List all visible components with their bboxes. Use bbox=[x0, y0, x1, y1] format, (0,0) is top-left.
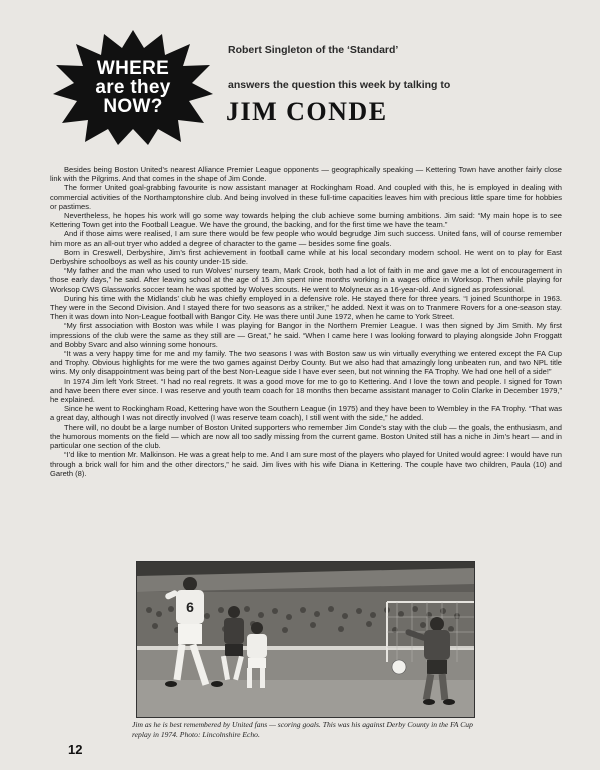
article-paragraph: “It was a very happy time for me and my family. The two seasons I was with Boston saw us win virtually everything we entered except the FA Cup and Trophy. Obvious highlights for me were the two games against Derby County. But we also had that amazingly long unbeaten run, and two NPL title wins. My only disappointment was being part of the best Non-League side I have ever seen, but not winning the FA Trophy. We had one hell of a side!” bbox=[50, 349, 562, 377]
article-title: JIM CONDE bbox=[226, 97, 388, 126]
article-paragraph: Besides being Boston United’s nearest Alliance Premier League opponents — geographically speaking — Kettering Town have another fairly close link with the Pilgrims. And that comes in the shape of Jim Conde. bbox=[50, 165, 562, 184]
badge-line-1: WHERE bbox=[96, 57, 170, 79]
badge-line-2: are they bbox=[95, 76, 171, 98]
badge-text bbox=[52, 28, 214, 146]
article-paragraph: The former United goal-grabbing favourite is now assistant manager at Rockingham Road. And coupled with this, he is employed in dealing with commercial activities of the Northamptonshire club. And being involved in these full-time capacities leaves him with precious little spare time for hobbies or pastimes. bbox=[50, 183, 562, 211]
article-paragraph: “I’d like to mention Mr. Malkinson. He was a great help to me. And I am sure most of the players who played for United would agree: I would have run through a brick wall for him and the other directors,” he said. Jim lives with his wife Diana in Kettering. The couple have two children, Paula (10) and Gareth (8). bbox=[50, 450, 562, 478]
football-scene-illustration bbox=[137, 562, 474, 717]
match-photo bbox=[136, 561, 475, 718]
page-number: 12 bbox=[68, 742, 83, 757]
byline-author: Robert Singleton of the ‘Standard’ bbox=[228, 44, 399, 56]
article-paragraph: Born in Creswell, Derbyshire, Jim’s first achievement in football came while at his local secondary modern school. He went on to play for East Derbyshire schoolboys as well as his county under-15 side. bbox=[50, 247, 562, 267]
article-paragraph: “My first association with Boston was while I was playing for Bangor in the Northern Premier League. I was then signed by Jim Smith. My first impressions of the club were the same as they still are — Great,” he said. “When I came here I was looking forward to playing alongside John Froggatt and Bobby Svarc and also winning some honours. bbox=[50, 321, 562, 349]
byline-intro: answers the question this week by talking to bbox=[228, 79, 451, 91]
article-paragraph: Since he went to Rockingham Road, Kettering have won the Southern League (in 1975) and they have been to Wembley in the FA Trophy. “That was a great day, although I was not directly involved (I was reserve team coach), I still went with the side,” he added. bbox=[50, 404, 562, 423]
article-paragraph: And if those aims were realised, I am sure there would be few people who would begrudge Jim such success. United fans, will of course remember him more as an all-out tryer who added a degree of character to the game — besides some fine goals. bbox=[50, 229, 562, 248]
article-paragraph: In 1974 Jim left York Street. “I had no real regrets. It was a good move for me to go to Kettering. And I love the town and people. I signed for Town and have been there ever since. I was reserve and youth team coach for 18 months then became assistant manager to Colin Clarke in December 1979,” he explained. bbox=[50, 376, 562, 405]
shirt-number: 6 bbox=[186, 599, 194, 615]
badge-line-3: NOW? bbox=[103, 95, 163, 117]
article-paragraph: There will, no doubt be a large number of Boston United supporters who remember Jim Conde’s stay with the club — the goals, the enthusiasm, and the humorous moments on the field — which are now all too sadly missing from the current game. Boston United still has a niche in Jim’s heart — and in particular one section of the club. bbox=[50, 422, 562, 451]
article-paragraph: “My father and the man who used to run Wolves’ nursery team, Mark Crook, both had a lot of faith in me and gave me a lot of encouragement in those early days,” he said. After leaving school at the age of 15 Jim spent nine months working in a wages office in Worksop. Then while playing for Worksop CWS Glassworks soccer team he was spotted by Wolves scouts. He went to Molyneux as a 16-year-old. And signed as professional. bbox=[50, 266, 562, 294]
photo-caption: Jim as he is best remembered by United fans — scoring goals. This was his against Derby County in the FA Cup replay in 1974. Photo: Lincolnshire Echo. bbox=[132, 720, 473, 739]
article-paragraph: During his time with the Midlands’ club he was chiefly employed in a defensive role. He stayed there for three years. “I joined Scunthorpe in 1963. They were in the Second Division. And I stayed there for two seasons as a striker,” he added. Next it was on to Tranmere Rovers for a one-season stay. Then it was down into Non-League football with Bangor City. He was there until June 1972, when he came to York Street. bbox=[50, 293, 562, 322]
article-paragraph: Nevertheless, he hopes his work will go some way towards helping the club achieve some burning ambitions. Jim said: “My main hope is to see Kettering Town get into the Football League. We have the ground, the backing, and for the first time we have the team.” bbox=[50, 211, 562, 230]
where-are-they-now-badge bbox=[52, 28, 214, 146]
article-body bbox=[50, 165, 562, 478]
